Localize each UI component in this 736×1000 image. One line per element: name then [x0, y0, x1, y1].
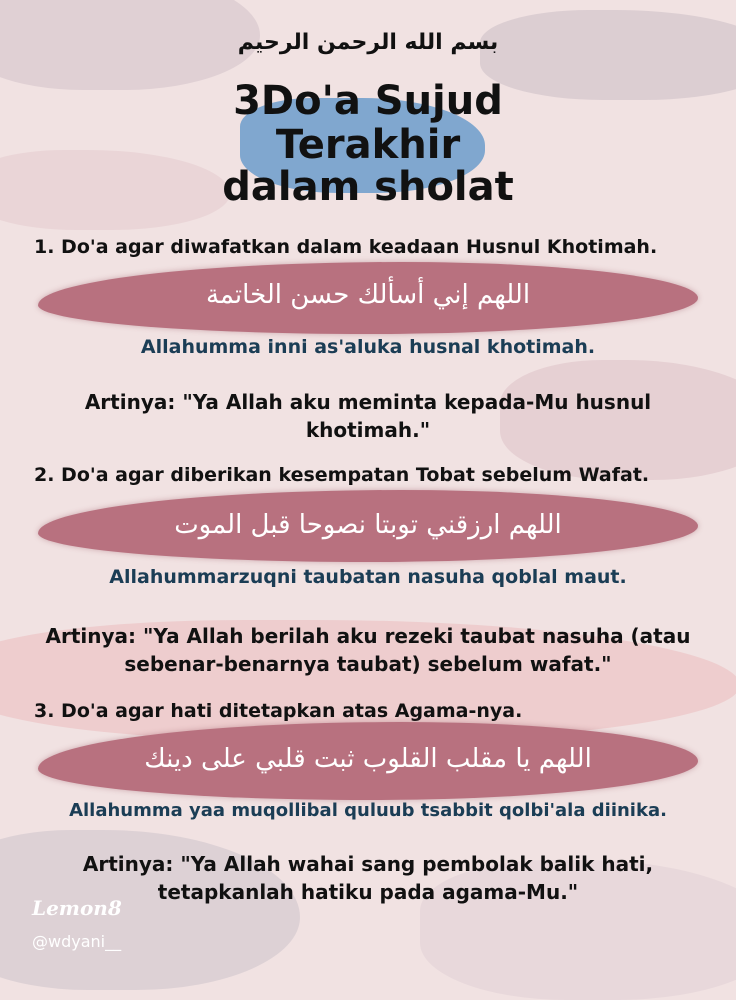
dua-meaning-line1: Artinya: "Ya Allah wahai sang pembolak balik hati, — [82, 852, 654, 876]
dua-transliteration: Allahummarzuqni taubatan nasuha qoblal maut. — [109, 566, 627, 588]
bg-stroke — [0, 150, 230, 230]
dua-meaning — [60, 850, 676, 906]
page-title-line1: 3Do'a Sujud — [233, 78, 503, 124]
lemon8-logo: Lemon8 — [32, 896, 122, 920]
page-title-line3: dalam sholat — [222, 164, 514, 210]
author-handle: @wdyani__ — [32, 932, 122, 951]
dua-arabic: اللهم إني أسألك حسن الخاتمة — [205, 280, 531, 310]
dua-transliteration: Allahumma inni as'aluka husnal khotimah. — [140, 336, 596, 358]
dua-arabic: اللهم يا مقلب القلوب ثبت قلبي على دينك — [144, 744, 592, 774]
dua-heading: 3. Do'a agar hati ditetapkan atas Agama-nya. — [34, 700, 523, 722]
dua-heading: 1. Do'a agar diwafatkan dalam keadaan Husnul Khotimah. — [34, 236, 658, 258]
dua-meaning — [60, 388, 676, 444]
bismillah: بسم الله الرحمن الرحيم — [237, 30, 499, 55]
dua-transliteration: Allahumma yaa muqollibal quluub tsabbit qolbi'ala diinika. — [69, 800, 667, 821]
dua-meaning-line2: tetapkanlah hatiku pada agama-Mu." — [157, 880, 579, 904]
dua-meaning — [30, 622, 706, 678]
dua-meaning-line2: khotimah." — [305, 418, 431, 442]
dua-arabic: اللهم ارزقني توبتا نصوحا قبل الموت — [174, 510, 562, 540]
dua-meaning-line1: Artinya: "Ya Allah aku meminta kepada-Mu husnul — [84, 390, 652, 414]
page-title-line2: Terakhir — [275, 122, 461, 168]
dua-meaning-line2: sebenar-benarnya taubat) sebelum wafat." — [124, 652, 612, 676]
bg-stroke — [480, 10, 736, 100]
dua-meaning-line1: Artinya: "Ya Allah berilah aku rezeki taubat nasuha (atau — [45, 624, 691, 648]
dua-heading: 2. Do'a agar diberikan kesempatan Tobat sebelum Wafat. — [34, 464, 650, 486]
